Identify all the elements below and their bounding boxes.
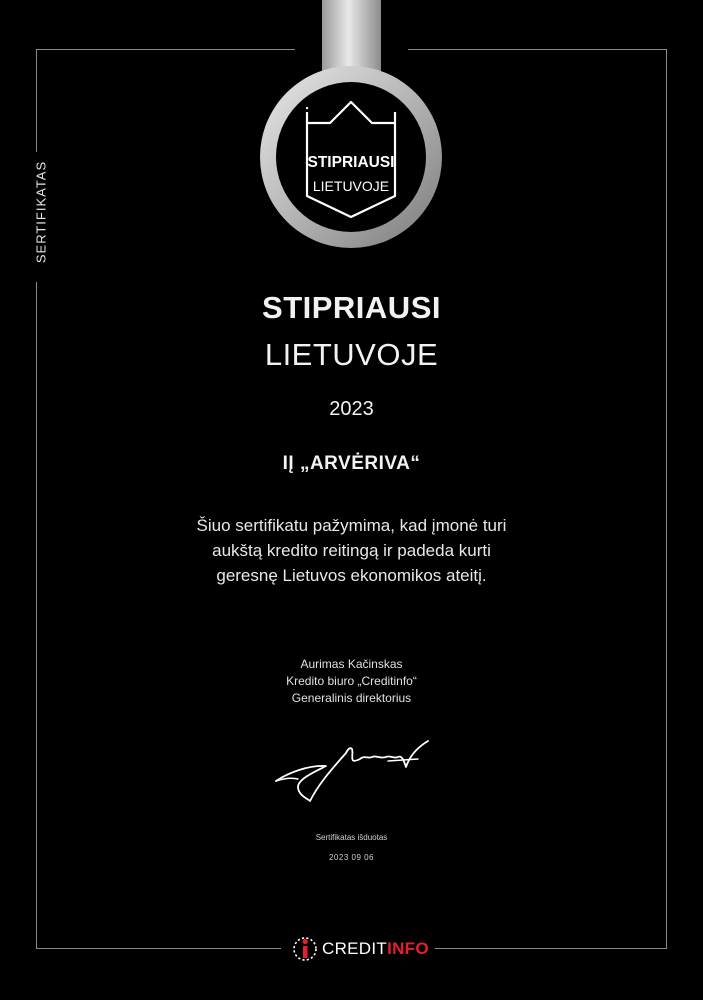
description-line: geresnę Lietuvos ekonomikos ateitį. bbox=[216, 566, 487, 585]
certificate-title: STIPRIAUSI bbox=[262, 290, 441, 325]
issued-date: 2023 09 06 bbox=[328, 853, 375, 862]
handwritten-signature bbox=[268, 735, 438, 810]
frame-bottom-right bbox=[422, 948, 667, 949]
creditinfo-logo-icon bbox=[292, 935, 318, 963]
creditinfo-logo bbox=[286, 934, 435, 964]
frame-bottom-left bbox=[36, 948, 281, 949]
logo-prefix: CREDIT bbox=[322, 939, 388, 958]
signer-organization: Kredito biuro „Creditinfo“ bbox=[286, 674, 417, 688]
certificate-year: 2023 bbox=[329, 398, 374, 420]
certificate-description bbox=[120, 513, 583, 588]
badge-line1: STIPRIAUSI bbox=[307, 154, 395, 171]
company-name: IĮ „ARVĖRIVA“ bbox=[282, 453, 421, 474]
description-line: Šiuo sertifikatu pažymima, kad įmonė turi bbox=[196, 516, 507, 535]
certificate-subtitle: LIETUVOJE bbox=[264, 337, 439, 372]
creditinfo-logo-text bbox=[322, 939, 429, 959]
signer-position: Generalinis direktorius bbox=[291, 691, 412, 705]
medal-emblem bbox=[0, 0, 703, 260]
issued-label: Sertifikatas išduotas bbox=[315, 833, 388, 842]
frame-left-lower bbox=[36, 282, 37, 948]
signer-name: Aurimas Kačinskas bbox=[300, 657, 403, 671]
badge-line2: LIETUVOJE bbox=[312, 178, 390, 194]
side-label: SERTIFIKATAS bbox=[33, 160, 49, 264]
description-line: aukštą kredito reitingą ir padeda kurti bbox=[212, 541, 491, 560]
signer-block bbox=[0, 656, 703, 707]
logo-suffix: INFO bbox=[387, 939, 429, 958]
